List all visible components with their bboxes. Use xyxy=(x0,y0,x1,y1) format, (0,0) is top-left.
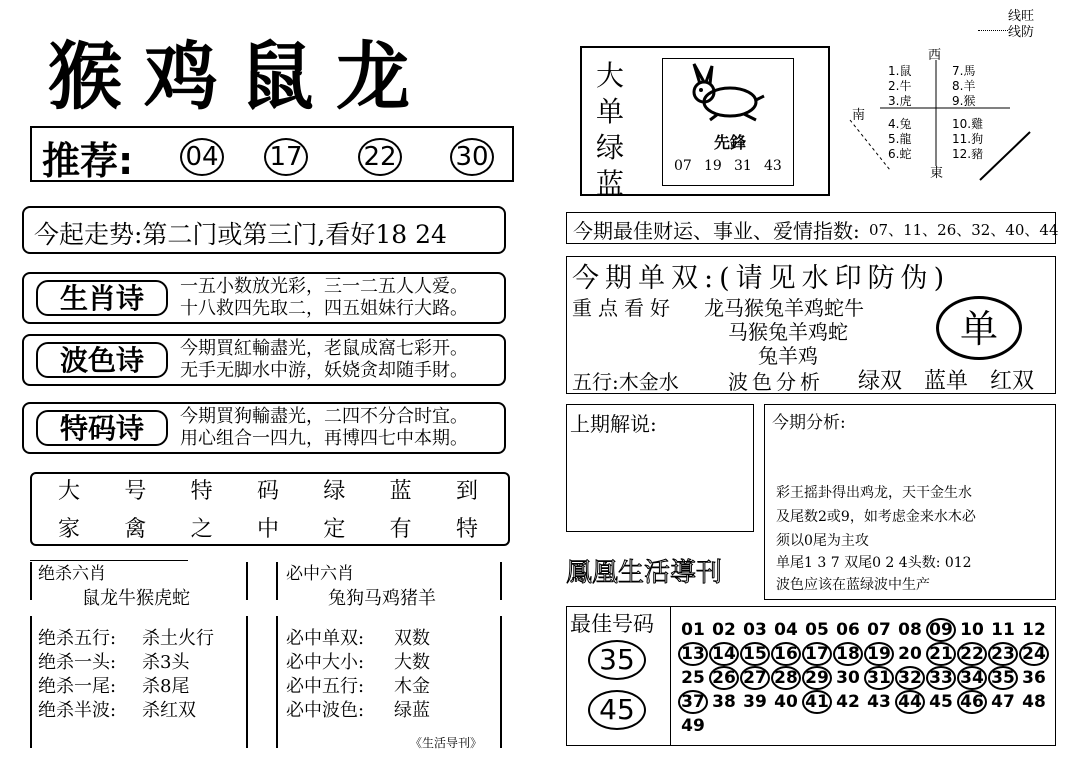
kill-item-value: 杀8尾 xyxy=(142,676,190,697)
kill-mid-rule-1 xyxy=(246,616,248,748)
grid-number: 08 xyxy=(898,620,922,640)
rabbit-icon xyxy=(680,62,770,124)
analysis-line: 单尾1 3 7 双尾0 2 4头数: 012 xyxy=(776,555,972,571)
must-item-value: 大数 xyxy=(394,652,430,673)
kill-left-rule xyxy=(30,616,32,748)
grid-number: 37 xyxy=(678,690,708,714)
poem-line-zodiac-2: 十八救四先取二，四五姐妹行大路。 xyxy=(180,298,468,319)
wave-2: 蓝单 xyxy=(924,369,969,394)
grid-number: 18 xyxy=(833,642,863,666)
spread-char: 禽 xyxy=(124,517,147,542)
pioneer-side-1: 大 xyxy=(596,59,625,92)
analysis-line: 及尾数2或9，如考虑金来水木必 xyxy=(776,509,976,525)
grid-number: 17 xyxy=(802,642,832,666)
analysis-line: 须以0尾为主攻 xyxy=(776,533,869,549)
grid-number: 12 xyxy=(1022,620,1046,640)
grid-number: 46 xyxy=(957,690,987,714)
grid-number: 02 xyxy=(712,620,736,640)
spread-char: 到 xyxy=(455,479,478,504)
recommend-label: 推荐: xyxy=(42,139,134,183)
kill-item-label: 绝杀一头: xyxy=(38,652,117,673)
grid-number: 43 xyxy=(867,692,891,712)
zodiac-south: 南 xyxy=(852,108,866,123)
index-values: 07、11、26、32、40、44 xyxy=(869,221,1059,239)
poem-line-special-1: 今期買狗輸盡光，二四不分合时宜。 xyxy=(180,406,468,427)
recommend-number-3: 22 xyxy=(358,138,402,176)
kill-divider-2 xyxy=(276,562,278,600)
spread-char: 有 xyxy=(389,517,412,542)
recommend-number-4: 30 xyxy=(450,138,494,176)
spread-char: 绿 xyxy=(323,479,346,504)
focus-line-2: 马猴兔羊鸡蛇 xyxy=(728,320,848,344)
kill-item-label: 绝杀五行: xyxy=(38,628,117,649)
grid-number: 20 xyxy=(898,644,922,664)
spread-line-1 xyxy=(58,474,478,505)
grid-number: 44 xyxy=(895,690,925,714)
grid-number: 30 xyxy=(836,668,860,688)
spread-char: 家 xyxy=(58,517,81,542)
pioneer-side-2: 单 xyxy=(596,95,625,128)
kill-item-label: 绝杀一尾: xyxy=(38,676,117,697)
pioneer-side-3: 绿 xyxy=(596,131,625,164)
poem-line-special-2: 用心组合一四九，再博四七中本期。 xyxy=(180,428,468,449)
kill-top-rule xyxy=(30,560,188,561)
pioneer-side-4: 蓝 xyxy=(596,167,625,200)
zodiac-left-item: 6.蛇 xyxy=(888,147,912,161)
grid-number: 05 xyxy=(805,620,829,640)
grid-number: 01 xyxy=(681,620,705,640)
grid-number: 13 xyxy=(678,642,708,666)
must-item-label: 必中波色: xyxy=(286,700,365,721)
kill-divider-3 xyxy=(500,562,502,600)
zodiac-right-item: 7.馬 xyxy=(952,64,976,78)
kill-item-value: 杀土火行 xyxy=(142,628,214,649)
kill-item-value: 杀红双 xyxy=(142,700,196,721)
best-pick-2: 45 xyxy=(588,690,646,730)
corner-note-2: 线防 xyxy=(1008,25,1035,40)
grid-number: 31 xyxy=(864,666,894,690)
grid-number: 38 xyxy=(712,692,736,712)
grid-number: 19 xyxy=(864,642,894,666)
zodiac-right-item: 8.羊 xyxy=(952,79,976,93)
trend-box xyxy=(22,206,506,254)
best-divider xyxy=(670,606,671,746)
spread-char: 特 xyxy=(190,479,213,504)
poem-label-zodiac: 生肖诗 xyxy=(36,280,168,316)
grid-number: 21 xyxy=(926,642,956,666)
grid-number: 42 xyxy=(836,692,860,712)
zodiac-left-item: 2.牛 xyxy=(888,79,912,93)
spread-char: 定 xyxy=(323,517,346,542)
zodiac-right-item: 10.雞 xyxy=(952,117,984,131)
grid-number: 25 xyxy=(681,668,705,688)
last-period-label: 上期解说: xyxy=(570,412,657,436)
analysis-line: 波色应该在蓝绿波中生产 xyxy=(776,577,930,593)
zodiac-left-item: 5.龍 xyxy=(888,132,912,146)
grid-number: 32 xyxy=(895,666,925,690)
must-item-label: 必中单双: xyxy=(286,628,365,649)
zodiac-west: 西 xyxy=(928,48,942,63)
grid-number: 40 xyxy=(774,692,798,712)
grid-number: 29 xyxy=(802,666,832,690)
kill-item-label: 绝杀半波: xyxy=(38,700,117,721)
focus-line-3: 兔羊鸡 xyxy=(758,344,818,368)
grid-number: 24 xyxy=(1019,642,1049,666)
kill-item-value: 杀3头 xyxy=(142,652,190,673)
grid-number: 49 xyxy=(681,716,705,736)
grid-number: 28 xyxy=(771,666,801,690)
grid-number: 10 xyxy=(960,620,984,640)
grid-number: 36 xyxy=(1022,668,1046,688)
publication-small: 《生活导刊》 xyxy=(410,736,483,750)
zodiac-east: 東 xyxy=(930,166,944,181)
index-label: 今期最佳财运、事业、爱情指数: xyxy=(573,219,860,243)
index-box xyxy=(566,212,1059,244)
grid-number: 16 xyxy=(771,642,801,666)
wave-3: 红双 xyxy=(990,369,1035,394)
grid-number: 41 xyxy=(802,690,832,714)
wave-label: 波色分析 xyxy=(728,370,824,394)
must-six-label: 必中六肖 xyxy=(286,564,354,584)
corner-note-1: 线旺 xyxy=(1008,9,1035,24)
page-title: 猴鸡鼠龙 xyxy=(48,34,432,120)
wave-1: 绿双 xyxy=(858,369,903,394)
spread-char: 特 xyxy=(455,517,478,542)
grid-number: 47 xyxy=(991,692,1015,712)
kill-six-value: 鼠龙牛猴虎蛇 xyxy=(82,588,190,609)
grid-number: 04 xyxy=(774,620,798,640)
corner-note-dots xyxy=(978,30,1008,31)
trend-text: 今起走势:第二门或第三门,看好18 24 xyxy=(34,220,447,249)
odd-even-title: 今期单双:(请见水印防伪) xyxy=(572,263,951,294)
kill-six-label: 绝杀六肖 xyxy=(38,564,106,584)
zodiac-right-item: 12.豬 xyxy=(952,147,984,161)
best-pick-1: 35 xyxy=(588,640,646,680)
zodiac-right-item: 9.猴 xyxy=(952,94,976,108)
grid-number: 39 xyxy=(743,692,767,712)
pioneer-number: 07 xyxy=(674,158,692,174)
grid-number: 45 xyxy=(929,692,953,712)
spread-char: 蓝 xyxy=(389,479,412,504)
must-item-value: 绿蓝 xyxy=(394,700,430,721)
elements-text: 五行:木金水 xyxy=(572,370,679,394)
grid-number: 23 xyxy=(988,642,1018,666)
grid-number: 14 xyxy=(709,642,739,666)
zodiac-left-item: 3.虎 xyxy=(888,94,912,108)
grid-number: 09 xyxy=(926,618,956,642)
analysis-line: 彩王摇卦得出鸡龙，天干金生水 xyxy=(776,485,972,501)
recommend-number-2: 17 xyxy=(264,138,308,176)
kill-divider-4 xyxy=(30,562,32,600)
must-item-value: 双数 xyxy=(394,628,430,649)
spread-line-2 xyxy=(58,512,478,543)
odd-even-badge: 单 xyxy=(936,296,1022,360)
must-six-value: 兔狗马鸡猪羊 xyxy=(328,588,436,609)
zodiac-right-item: 11.狗 xyxy=(952,132,984,146)
zodiac-left-item: 1.鼠 xyxy=(888,64,912,78)
must-item-label: 必中五行: xyxy=(286,676,365,697)
kill-mid-rule-2 xyxy=(276,616,278,748)
spread-char: 之 xyxy=(190,517,213,542)
focus-label: 重点看好 xyxy=(572,296,676,320)
pioneer-caption: 先鋒 xyxy=(714,133,747,152)
best-label: 最佳号码 xyxy=(570,612,654,636)
zodiac-left-item: 4.兔 xyxy=(888,117,912,131)
grid-number: 07 xyxy=(867,620,891,640)
spread-char: 大 xyxy=(58,479,81,504)
publication-title: 鳳凰生活導刊 xyxy=(566,558,723,588)
kill-divider-1 xyxy=(246,562,248,600)
pioneer-number: 43 xyxy=(764,158,782,174)
must-item-value: 木金 xyxy=(394,676,430,697)
poem-line-wave-1: 今期買紅輸盡光，老鼠成窩七彩开。 xyxy=(180,338,468,359)
must-item-label: 必中大小: xyxy=(286,652,365,673)
pioneer-number: 31 xyxy=(734,158,752,174)
kill-right-rule xyxy=(500,616,502,748)
poem-label-wave: 波色诗 xyxy=(36,342,168,378)
analysis-title: 今期分析: xyxy=(772,413,846,433)
grid-number: 15 xyxy=(740,642,770,666)
grid-number: 26 xyxy=(709,666,739,690)
poem-line-wave-2: 无手无脚水中游，妖娆贪却随手財。 xyxy=(180,360,468,381)
spread-char: 码 xyxy=(256,479,279,504)
zodiac-lines xyxy=(840,40,1040,190)
grid-number: 27 xyxy=(740,666,770,690)
focus-line-1: 龙马猴兔羊鸡蛇牛 xyxy=(704,296,864,320)
grid-number: 34 xyxy=(957,666,987,690)
recommend-number-1: 04 xyxy=(180,138,224,176)
spread-char: 中 xyxy=(256,517,279,542)
pioneer-number: 19 xyxy=(704,158,722,174)
poem-line-zodiac-1: 一五小数放光彩，三一二五人人爱。 xyxy=(180,276,468,297)
grid-number: 03 xyxy=(743,620,767,640)
grid-number: 22 xyxy=(957,642,987,666)
grid-number: 33 xyxy=(926,666,956,690)
grid-number: 48 xyxy=(1022,692,1046,712)
grid-number: 06 xyxy=(836,620,860,640)
grid-number: 35 xyxy=(988,666,1018,690)
spread-char: 号 xyxy=(124,479,147,504)
grid-number: 11 xyxy=(991,620,1015,640)
poem-label-special: 特码诗 xyxy=(36,410,168,446)
